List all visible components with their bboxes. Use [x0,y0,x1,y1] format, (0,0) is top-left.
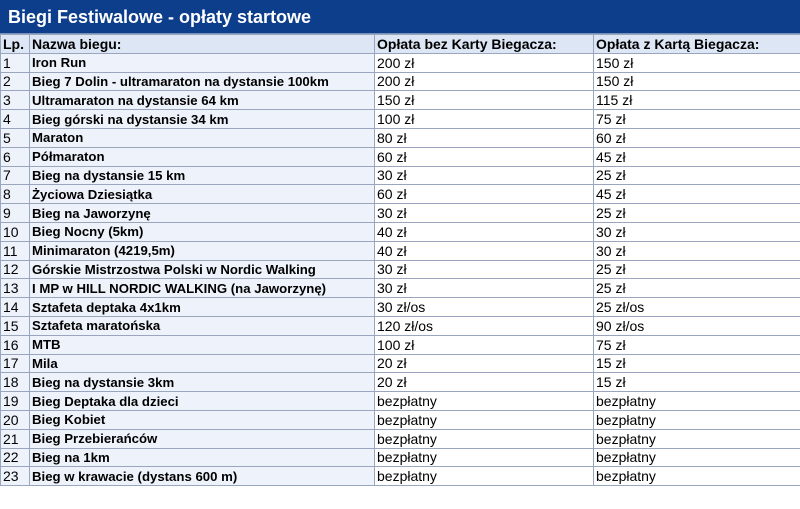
table-row [1,53,800,72]
row-lp: 18 [1,373,30,392]
row-lp: 14 [1,298,30,317]
row-name: Mila [30,354,375,373]
row-fee-with-card: 150 zł [594,72,800,91]
row-name: MTB [30,335,375,354]
table-row [1,298,800,317]
row-name: Maraton [30,128,375,147]
table-row [1,354,800,373]
row-name: Bieg na dystansie 3km [30,373,375,392]
table-row [1,467,800,486]
row-fee-with-card: 45 zł [594,185,800,204]
row-lp: 17 [1,354,30,373]
header-fee-with-card: Opłata z Kartą Biegacza: [594,35,800,54]
table-row [1,260,800,279]
row-name: Sztafeta deptaka 4x1km [30,298,375,317]
row-fee-without-card: 60 zł [375,185,594,204]
table-row [1,91,800,110]
row-fee-without-card: 30 zł [375,260,594,279]
table-row [1,335,800,354]
row-fee-without-card: 40 zł [375,241,594,260]
row-lp: 2 [1,72,30,91]
row-fee-with-card: bezpłatny [594,392,800,411]
row-fee-with-card: 115 zł [594,91,800,110]
row-lp: 15 [1,316,30,335]
header-lp: Lp. [1,35,30,54]
row-lp: 23 [1,467,30,486]
fee-table [0,34,800,486]
row-lp: 22 [1,448,30,467]
row-name: Życiowa Dziesiątka [30,185,375,204]
row-fee-with-card: 30 zł [594,222,800,241]
table-row [1,222,800,241]
row-fee-without-card: 150 zł [375,91,594,110]
table-row [1,147,800,166]
row-name: Sztafeta maratońska [30,316,375,335]
row-fee-without-card: 20 zł [375,354,594,373]
row-lp: 10 [1,222,30,241]
row-lp: 13 [1,279,30,298]
row-fee-with-card: 25 zł [594,204,800,223]
row-fee-with-card: 25 zł [594,166,800,185]
row-fee-with-card: 25 zł/os [594,298,800,317]
row-name: Bieg na 1km [30,448,375,467]
table-row [1,373,800,392]
table-row [1,448,800,467]
table-row [1,429,800,448]
table-row [1,241,800,260]
header-row [1,35,800,54]
row-name: Minimaraton (4219,5m) [30,241,375,260]
row-fee-with-card: 75 zł [594,335,800,354]
row-name: Iron Run [30,53,375,72]
row-fee-with-card: 150 zł [594,53,800,72]
row-fee-without-card: 60 zł [375,147,594,166]
table-row [1,72,800,91]
row-fee-without-card: bezpłatny [375,410,594,429]
row-lp: 3 [1,91,30,110]
row-fee-without-card: 100 zł [375,110,594,129]
row-fee-without-card: 30 zł/os [375,298,594,317]
row-name: Ultramaraton na dystansie 64 km [30,91,375,110]
header-name: Nazwa biegu: [30,35,375,54]
row-name: Bieg 7 Dolin - ultramaraton na dystansie 100km [30,72,375,91]
row-lp: 12 [1,260,30,279]
row-name: Bieg Deptaka dla dzieci [30,392,375,411]
row-name: Bieg na Jaworzynę [30,204,375,223]
row-name: Bieg w krawacie (dystans 600 m) [30,467,375,486]
row-lp: 7 [1,166,30,185]
row-name: Bieg na dystansie 15 km [30,166,375,185]
row-fee-without-card: bezpłatny [375,392,594,411]
row-lp: 4 [1,110,30,129]
table-row [1,410,800,429]
row-lp: 19 [1,392,30,411]
row-fee-with-card: bezpłatny [594,429,800,448]
row-fee-without-card: 100 zł [375,335,594,354]
row-fee-without-card: 80 zł [375,128,594,147]
row-lp: 21 [1,429,30,448]
row-fee-with-card: 15 zł [594,354,800,373]
row-lp: 20 [1,410,30,429]
row-fee-without-card: 120 zł/os [375,316,594,335]
row-fee-with-card: 25 zł [594,279,800,298]
sheet-title: Biegi Festiwalowe - opłaty startowe [0,0,800,34]
row-name: Bieg Kobiet [30,410,375,429]
row-name: Górskie Mistrzostwa Polski w Nordic Walking [30,260,375,279]
row-fee-without-card: bezpłatny [375,467,594,486]
row-fee-without-card: 20 zł [375,373,594,392]
table-row [1,204,800,223]
row-fee-with-card: bezpłatny [594,410,800,429]
row-fee-with-card: 75 zł [594,110,800,129]
row-fee-with-card: 60 zł [594,128,800,147]
row-lp: 5 [1,128,30,147]
table-row [1,392,800,411]
row-fee-without-card: 200 zł [375,53,594,72]
row-name: I MP w HILL NORDIC WALKING (na Jaworzynę) [30,279,375,298]
row-fee-with-card: 25 zł [594,260,800,279]
row-fee-with-card: bezpłatny [594,448,800,467]
row-lp: 9 [1,204,30,223]
header-fee-without-card: Opłata bez Karty Biegacza: [375,35,594,54]
table-row [1,185,800,204]
row-fee-without-card: bezpłatny [375,429,594,448]
row-fee-without-card: 30 zł [375,204,594,223]
row-fee-without-card: 200 zł [375,72,594,91]
row-fee-with-card: 30 zł [594,241,800,260]
row-lp: 16 [1,335,30,354]
row-lp: 11 [1,241,30,260]
row-fee-with-card: bezpłatny [594,467,800,486]
row-name: Bieg Nocny (5km) [30,222,375,241]
row-fee-without-card: 40 zł [375,222,594,241]
table-row [1,316,800,335]
table-row [1,110,800,129]
row-fee-with-card: 90 zł/os [594,316,800,335]
row-lp: 8 [1,185,30,204]
table-row [1,279,800,298]
row-name: Bieg Przebierańców [30,429,375,448]
row-fee-with-card: 45 zł [594,147,800,166]
row-fee-without-card: 30 zł [375,166,594,185]
row-lp: 6 [1,147,30,166]
table-row [1,166,800,185]
table-row [1,128,800,147]
row-name: Półmaraton [30,147,375,166]
row-lp: 1 [1,53,30,72]
row-name: Bieg górski na dystansie 34 km [30,110,375,129]
row-fee-with-card: 15 zł [594,373,800,392]
row-fee-without-card: 30 zł [375,279,594,298]
row-fee-without-card: bezpłatny [375,448,594,467]
